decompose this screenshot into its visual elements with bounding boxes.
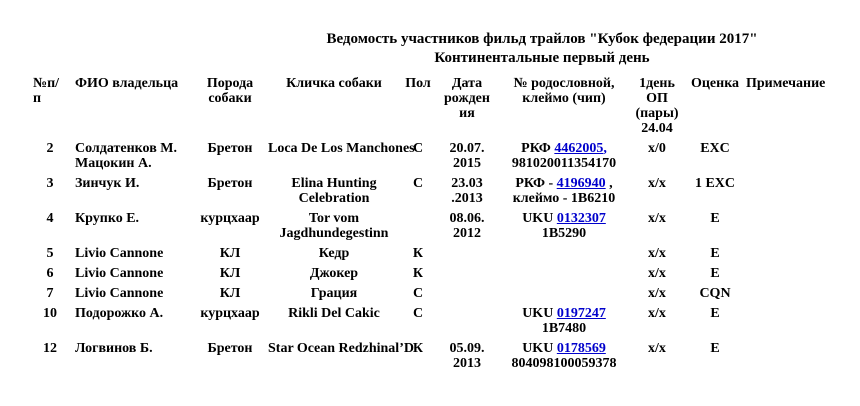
column-header-owner	[70, 74, 192, 139]
cell-score: CQN	[699, 286, 731, 301]
cell-line: .2013	[451, 191, 483, 206]
column-header-score	[684, 74, 746, 139]
cell-dog-name	[268, 244, 400, 264]
cell-note	[746, 339, 860, 374]
cell-sex: К	[412, 341, 424, 356]
cell-line: 20.07.	[449, 141, 485, 156]
cell-day1: х/х	[648, 246, 666, 261]
cell-birth	[436, 139, 498, 174]
table-row	[30, 244, 860, 264]
column-header-line: №п/	[33, 76, 60, 91]
cell-num: 6	[46, 266, 54, 281]
pedigree-suffix: ,	[603, 141, 607, 156]
document-title	[222, 0, 860, 68]
cell-sex: С	[412, 176, 424, 191]
cell-dog-name	[268, 139, 415, 174]
cell-line: Мацокин А.	[75, 156, 152, 171]
document-title-line1: Ведомость участников фильд трайлов "Кубок федерации 2017"	[326, 31, 758, 47]
cell-birth	[436, 209, 498, 244]
pedigree-line2: 981020011354170	[511, 156, 617, 171]
cell-note	[746, 284, 860, 304]
cell-birth	[436, 264, 498, 284]
cell-pedigree	[498, 209, 630, 244]
cell-line: Солдатенков М.	[75, 141, 177, 156]
column-header-line: 24.04	[641, 121, 673, 136]
cell-birth	[436, 284, 498, 304]
cell-day1: х/х	[648, 306, 666, 321]
table-row	[30, 264, 860, 284]
column-header-line: Оценка	[690, 76, 740, 91]
cell-line: Грация	[310, 286, 358, 301]
pedigree-line1	[498, 341, 630, 356]
pedigree-line2: 804098100059378	[511, 356, 617, 371]
cell-line: 2013	[453, 356, 481, 371]
table-row	[30, 139, 860, 174]
pedigree-line2: клеймо - 1В6210	[512, 191, 616, 206]
table-row	[30, 339, 860, 374]
pedigree-line1	[498, 176, 630, 191]
pedigree-registry-prefix: UKU	[522, 306, 557, 321]
cell-num: 7	[46, 286, 54, 301]
column-header-pedigree	[498, 74, 630, 139]
cell-num: 5	[46, 246, 54, 261]
cell-num: 12	[43, 341, 57, 356]
cell-line: Rikli Del Cakic	[288, 306, 380, 321]
header-row	[30, 74, 860, 139]
column-header-line: № родословной,	[513, 76, 615, 91]
cell-line: Celebration	[298, 191, 370, 206]
cell-note	[746, 264, 860, 284]
cell-breed: курцхаар	[200, 211, 260, 226]
cell-owner	[70, 284, 192, 304]
cell-sex: С	[412, 286, 424, 301]
cell-score: Е	[710, 341, 720, 356]
cell-owner	[70, 209, 192, 244]
cell-day1: х/х	[648, 211, 666, 226]
column-header-line: Порода	[206, 76, 254, 91]
cell-birth	[436, 339, 498, 374]
column-header-line: рожден	[444, 91, 490, 106]
column-header-line: Примечание	[746, 76, 826, 91]
cell-owner	[70, 174, 192, 209]
cell-dog-name	[268, 284, 400, 304]
document-title-line2: Континентальные первый день	[434, 50, 650, 66]
cell-line: Зинчук И.	[75, 176, 140, 191]
pedigree-number-link[interactable]: 4462005	[554, 141, 604, 156]
pedigree-line1	[498, 141, 630, 156]
pedigree-registry-prefix: РКФ	[521, 141, 555, 156]
column-header-dog-name	[268, 74, 400, 139]
cell-sex: К	[412, 266, 424, 281]
cell-num: 10	[43, 306, 57, 321]
column-header-line: ФИО владельца	[75, 76, 179, 91]
column-header-line: Пол	[405, 76, 431, 91]
cell-pedigree	[498, 174, 630, 209]
cell-pedigree	[498, 244, 630, 264]
cell-owner	[70, 339, 192, 374]
column-header-line: (пары)	[635, 106, 679, 121]
cell-note	[746, 139, 860, 174]
column-header-line: 1день	[639, 76, 675, 91]
cell-note	[746, 174, 860, 209]
cell-line: 23.03	[451, 176, 483, 191]
pedigree-registry-prefix: РКФ -	[515, 176, 557, 191]
cell-breed: курцхаар	[200, 306, 260, 321]
cell-birth	[436, 174, 498, 209]
cell-line: Star Ocean Redzhinal’D	[268, 341, 414, 356]
pedigree-line2: 1В5290	[541, 226, 587, 241]
cell-dog-name	[268, 174, 400, 209]
cell-sex: С	[412, 141, 424, 156]
cell-birth	[436, 304, 498, 339]
pedigree-line1	[498, 211, 630, 226]
pedigree-number-link[interactable]: 4196940	[556, 176, 606, 191]
cell-score: Е	[710, 211, 720, 226]
pedigree-number-link[interactable]: 0197247	[556, 306, 606, 321]
cell-pedigree	[498, 284, 630, 304]
cell-line: Джокер	[309, 266, 359, 281]
cell-breed: Бретон	[207, 341, 253, 356]
cell-owner	[70, 139, 192, 174]
column-header-note	[746, 74, 860, 139]
cell-line: Логвинов Б.	[75, 341, 153, 356]
cell-score: Е	[710, 306, 720, 321]
cell-line: 05.09.	[449, 341, 485, 356]
cell-score: Е	[710, 266, 720, 281]
cell-line: Livio Cannone	[75, 266, 164, 281]
cell-sex: К	[412, 246, 424, 261]
column-header-birth	[436, 74, 498, 139]
cell-score: Е	[710, 246, 720, 261]
cell-dog-name	[268, 264, 400, 284]
column-header-sex	[400, 74, 436, 139]
cell-sex: С	[412, 306, 424, 321]
cell-day1: х/х	[648, 176, 666, 191]
cell-owner	[70, 244, 192, 264]
cell-day1: х/0	[648, 141, 666, 156]
column-header-line: клеймо (чип)	[522, 91, 606, 106]
column-header-line: Дата	[451, 76, 483, 91]
pedigree-suffix: ,	[605, 176, 613, 191]
pedigree-line1	[498, 306, 630, 321]
cell-breed: КЛ	[219, 266, 241, 281]
cell-dog-name	[268, 339, 414, 374]
pedigree-registry-prefix: UKU	[522, 341, 557, 356]
cell-line: Livio Cannone	[75, 246, 164, 261]
cell-score: 1 EXC	[694, 176, 736, 191]
column-header-breed	[192, 74, 268, 139]
cell-line: Jagdhundegestinn	[279, 226, 389, 241]
cell-breed: Бретон	[207, 141, 253, 156]
cell-note	[746, 304, 860, 339]
table-row	[30, 304, 860, 339]
cell-breed: Бретон	[207, 176, 253, 191]
pedigree-number-link[interactable]: 0178569	[556, 341, 606, 356]
cell-pedigree	[498, 264, 630, 284]
cell-line: Кедр	[318, 246, 350, 261]
column-header-line: собаки	[208, 91, 252, 106]
cell-owner	[70, 304, 192, 339]
column-header-num	[30, 74, 70, 139]
cell-line: Tor vom	[308, 211, 360, 226]
cell-day1: х/х	[648, 341, 666, 356]
table-row	[30, 174, 860, 209]
cell-line: Подорожко А.	[75, 306, 164, 321]
pedigree-number-link[interactable]: 0132307	[556, 211, 606, 226]
cell-note	[746, 244, 860, 264]
cell-line: 2015	[453, 156, 481, 171]
cell-line: Loca De Los Manchones	[268, 141, 415, 156]
cell-day1: х/х	[648, 266, 666, 281]
cell-pedigree	[498, 339, 630, 374]
cell-score: EXC	[700, 141, 730, 156]
cell-pedigree	[498, 304, 630, 339]
cell-sex	[400, 209, 436, 244]
cell-pedigree	[498, 139, 630, 174]
cell-owner	[70, 264, 192, 284]
participants-table	[30, 74, 860, 374]
cell-dog-name	[268, 209, 400, 244]
column-header-line: ия	[459, 106, 475, 121]
pedigree-registry-prefix: UKU	[522, 211, 557, 226]
cell-num: 3	[46, 176, 54, 191]
cell-breed: КЛ	[219, 246, 241, 261]
column-header-line: п	[33, 91, 42, 106]
column-header-day1	[630, 74, 684, 139]
column-header-line: Кличка собаки	[286, 76, 382, 91]
pedigree-line2: 1В7480	[541, 321, 587, 336]
cell-line: Крупко Е.	[75, 211, 140, 226]
cell-line: 08.06.	[449, 211, 485, 226]
table-row	[30, 284, 860, 304]
table-row	[30, 209, 860, 244]
participants-body	[30, 139, 860, 374]
cell-line: 2012	[453, 226, 481, 241]
cell-note	[746, 209, 860, 244]
cell-num: 4	[46, 211, 54, 226]
cell-num: 2	[46, 141, 54, 156]
cell-birth	[436, 244, 498, 264]
cell-dog-name	[268, 304, 400, 339]
cell-line: Elina Hunting	[291, 176, 377, 191]
cell-day1: х/х	[648, 286, 666, 301]
cell-breed: КЛ	[219, 286, 241, 301]
column-header-line: ОП	[646, 91, 668, 106]
cell-line: Livio Cannone	[75, 286, 164, 301]
